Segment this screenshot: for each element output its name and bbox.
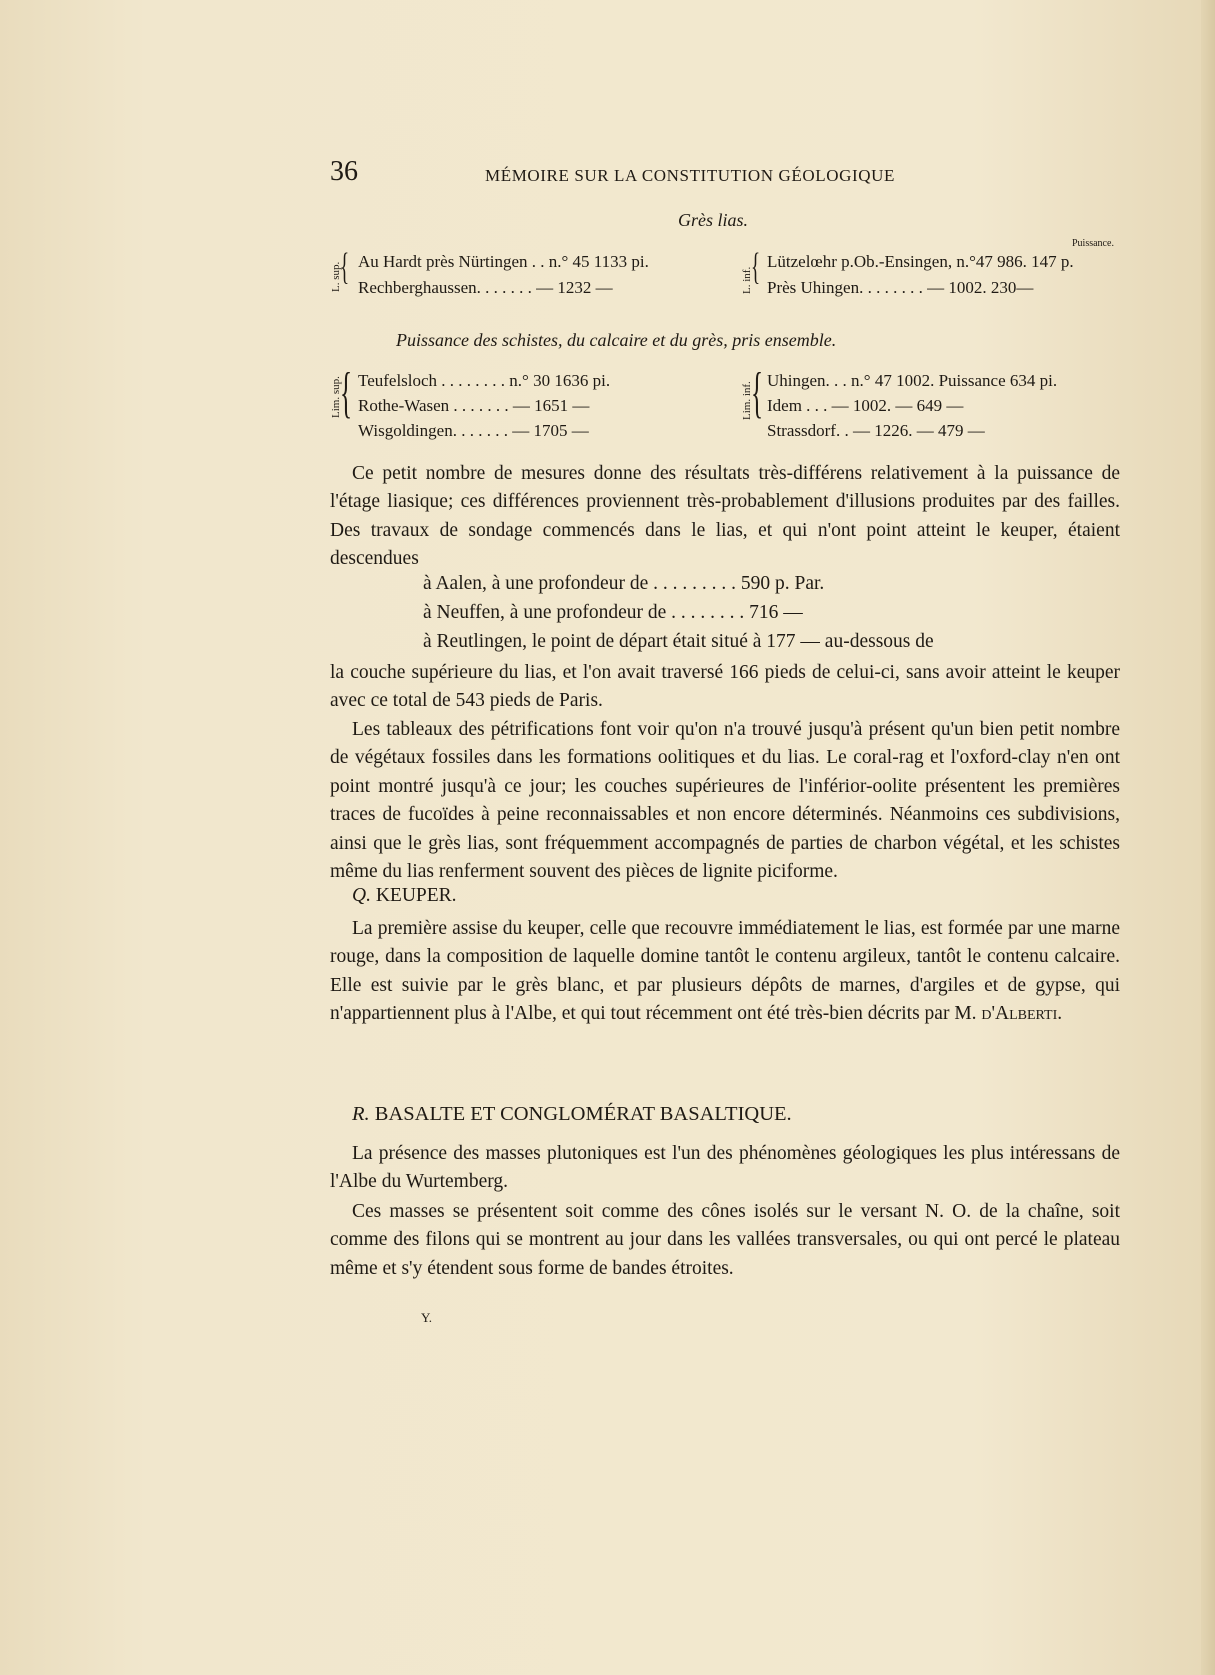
section-r-letter: R. (352, 1103, 370, 1125)
puissance-side-label-mid: Lim. inf. (741, 381, 753, 420)
paragraph-masses (330, 1198, 1120, 1283)
paragraph-keuper (330, 915, 1120, 1029)
puissance-row-3-left: Wisgoldingen. . . . . . . — 1705 — (358, 421, 589, 440)
page-edge (1201, 0, 1215, 1675)
puissance-column-label: Puissance. (1072, 238, 1114, 249)
paragraph-sondage-cont-text: la couche supérieure du lias, et l'on avait traversé 166 pieds de celui-ci, sans avoir atteint le keuper avec ce total de 543 pieds de Paris. (330, 662, 1120, 712)
running-title: MÉMOIRE SUR LA CONSTITUTION GÉOLOGIQUE (485, 166, 895, 185)
depth-line-neuffen: à Neuffen, à une profondeur de . . . . . . . . 716 — (423, 602, 803, 623)
paragraph-masses-text: Ces masses se présentent soit comme des cônes isolés sur le versant N. O. de la chaîne, soit comme des filons qui se montrent au jour dans les vallées transversales, ou qui ont percé le plateau même et s'y étendent sous forme de bandes étroites. (330, 1201, 1120, 1279)
paragraph-sondage-cont (330, 659, 1120, 716)
paragraph-sondage (330, 460, 1120, 574)
gres-lias-row-2-right: Près Uhingen. . . . . . . . — 1002. 230— (767, 278, 1034, 297)
puissance-row-3-right: Strassdorf. . — 1226. — 479 — (767, 421, 985, 440)
puissance-section-title: Puissance des schistes, du calcaire et du grès, pris ensemble. (396, 330, 837, 350)
section-r-heading (352, 1103, 792, 1126)
paragraph-keuper-author: d'Alberti. (981, 1003, 1063, 1025)
gres-lias-row-2-left: Rechberghaussen. . . . . . . — 1232 — (358, 278, 613, 297)
puissance-brace-left: { (340, 362, 353, 424)
section-q-heading (352, 885, 457, 907)
paragraph-plutoniques (330, 1140, 1120, 1197)
puissance-row-1-left: Teufelsloch . . . . . . . . n.° 30 1636 pi. (358, 371, 611, 390)
gres-lias-side-label-mid: L. inf. (741, 266, 753, 294)
gres-lias-row-1-left: Au Hardt près Nürtingen . . n.° 45 1133 pi. (358, 252, 649, 271)
paragraph-plutoniques-text: La présence des masses plutoniques est l'un des phénomènes géologiques les plus intéressans de l'Albe du Wurtemberg. (330, 1143, 1120, 1193)
depth-line-aalen: à Aalen, à une profondeur de . . . . . . . . . 590 p. Par. (423, 573, 825, 594)
paragraph-sondage-text: Ce petit nombre de mesures donne des résultats très-différens relativement à la puissance de l'étage liasique; ces différences proviennent très-probablement d'illusions produites par des failles. Des travaux de sondage commencés dans le lias, et qui n'ont point atteint le keuper, étaient descendues (330, 463, 1120, 570)
paragraph-keuper-main: La première assise du keuper, celle que recouvre immédiatement le lias, est formée par une marne rouge, dans la composition de laquelle domine tantôt le contenu argileux, tantôt le contenu calcaire. Elle est suivie par le grès blanc, et par plusieurs dépôts de marnes, d'argiles et de gypse, qui n'appartiennent plus à l'Albe, et qui tout récemment ont été très-bien décrits par M. (330, 918, 1120, 1025)
puissance-row-1-right: Uhingen. . . n.° 47 1002. Puissance 634 pi. (767, 371, 1058, 390)
gres-lias-row-1-right: Lützelœhr p.Ob.-Ensingen, n.°47 986. 147 p. (767, 252, 1074, 271)
puissance-side-label-left: Lim. sup. (330, 376, 342, 418)
signature-mark: Y. (421, 1310, 432, 1325)
paragraph-keuper-text (330, 915, 1120, 1029)
puissance-row-2-left: Rothe-Wasen . . . . . . . — 1651 — (358, 396, 590, 415)
section-r-title: BASALTE ET CONGLOMÉRAT BASALTIQUE. (374, 1103, 792, 1125)
paragraph-petrifications (330, 716, 1120, 886)
puissance-row-2-right: Idem . . . — 1002. — 649 — (767, 396, 964, 415)
section-q-title: KEUPER. (375, 885, 457, 906)
gres-lias-brace-mid: { (751, 246, 761, 288)
gres-lias-title: Grès lias. (678, 210, 749, 230)
paragraph-petrifications-text: Les tableaux des pétrifications font voir qu'on n'a trouvé jusqu'à présent qu'un bien petit nombre de végétaux fossiles dans les formations oolitiques et du lias. Le coral-rag et l'oxford-clay n'en ont point montré jusqu'à ce jour; les couches supérieures de l'inférior-oolite présentent les premières traces de fucoïdes à peine reconnaissables et non encore déterminés. Néanmoins ces subdivisions, ainsi que le grès lias, sont fréquemment accompagnés de parties de charbon végétal, et les schistes même du lias renferment souvent des pièces de lignite piciforme. (330, 719, 1120, 883)
page-number: 36 (330, 156, 358, 187)
page-header (330, 156, 1130, 190)
gres-lias-brace-left: { (340, 246, 350, 288)
section-q-letter: Q. (352, 885, 371, 906)
depth-line-reutlingen: à Reutlingen, le point de départ était situé à 177 — au-dessous de (423, 631, 934, 652)
gres-lias-side-label-left: L. sup. (330, 261, 342, 292)
puissance-brace-mid: { (751, 362, 764, 424)
